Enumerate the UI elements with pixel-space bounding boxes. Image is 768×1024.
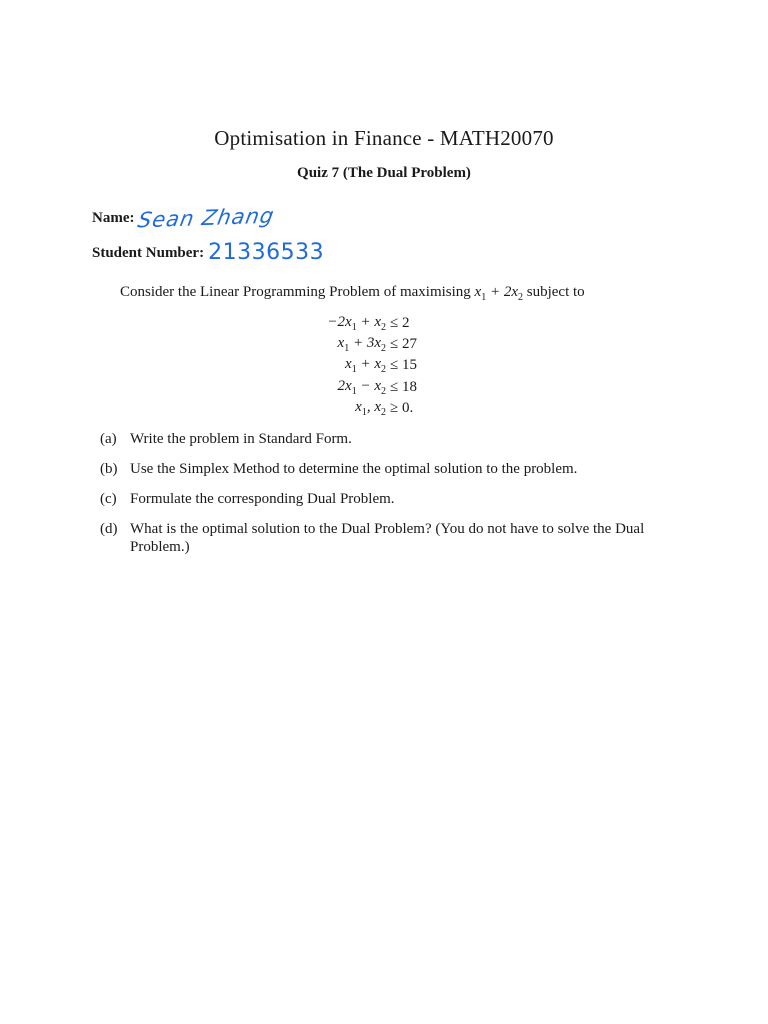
constraint-row <box>250 398 450 419</box>
constraint-row <box>250 355 450 376</box>
handwritten-name: Sean Zhang <box>136 203 277 233</box>
question-label: (d) <box>100 521 118 537</box>
name-label: Name: <box>92 210 135 226</box>
question-item <box>100 490 700 508</box>
constraint-lhs: $2x_1 - x_2$ <box>337 377 386 397</box>
objective-function: $x_1 + 2x_2$ <box>474 284 523 303</box>
constraint-row <box>250 377 450 398</box>
constraint-lhs: $x_1 + 3x_2$ <box>337 335 386 355</box>
constraint-row <box>250 313 450 334</box>
student-number-label: Student Number: <box>92 245 205 261</box>
question-item <box>100 520 700 556</box>
handwritten-student-number: 21336533 <box>208 240 325 265</box>
question-label: (c) <box>100 491 117 507</box>
document-title: Optimisation in Finance - MATH20070 <box>214 126 554 150</box>
question-label: (b) <box>100 461 118 477</box>
name-field <box>92 203 277 233</box>
constraint-rhs: ≤ 2 <box>390 315 410 332</box>
student-number-field <box>92 240 325 265</box>
question-text: Write the problem in Standard Form. <box>130 431 352 447</box>
constraint-lhs: $-2x_1 + x_2$ <box>327 314 386 334</box>
intro-text: Consider the Linear Programming Problem of maximising <box>120 284 471 300</box>
question-text: Formulate the corresponding Dual Problem. <box>130 491 395 507</box>
question-item <box>100 460 700 478</box>
constraint-lhs: $x_1$, $x_2$ <box>355 398 386 418</box>
intro-tail: subject to <box>526 284 585 300</box>
document-subtitle: Quiz 7 (The Dual Problem) <box>297 165 471 181</box>
constraint-lhs: $x_1 + x_2$ <box>345 356 386 376</box>
question-item <box>100 430 700 448</box>
constraint-rhs: ≤ 27 <box>390 336 417 353</box>
problem-intro <box>120 284 585 303</box>
constraint-row <box>250 334 450 355</box>
constraint-rhs: ≤ 15 <box>390 357 417 374</box>
question-label: (a) <box>100 431 117 447</box>
constraint-rhs: ≥ 0. <box>390 399 414 416</box>
question-text: Use the Simplex Method to determine the optimal solution to the problem. <box>130 461 578 477</box>
constraint-system <box>250 313 450 419</box>
question-text: What is the optimal solution to the Dual Problem? (You do not have to solve the Dual Problem.) <box>130 521 645 555</box>
question-list <box>100 430 700 568</box>
constraint-rhs: ≤ 18 <box>390 378 417 395</box>
